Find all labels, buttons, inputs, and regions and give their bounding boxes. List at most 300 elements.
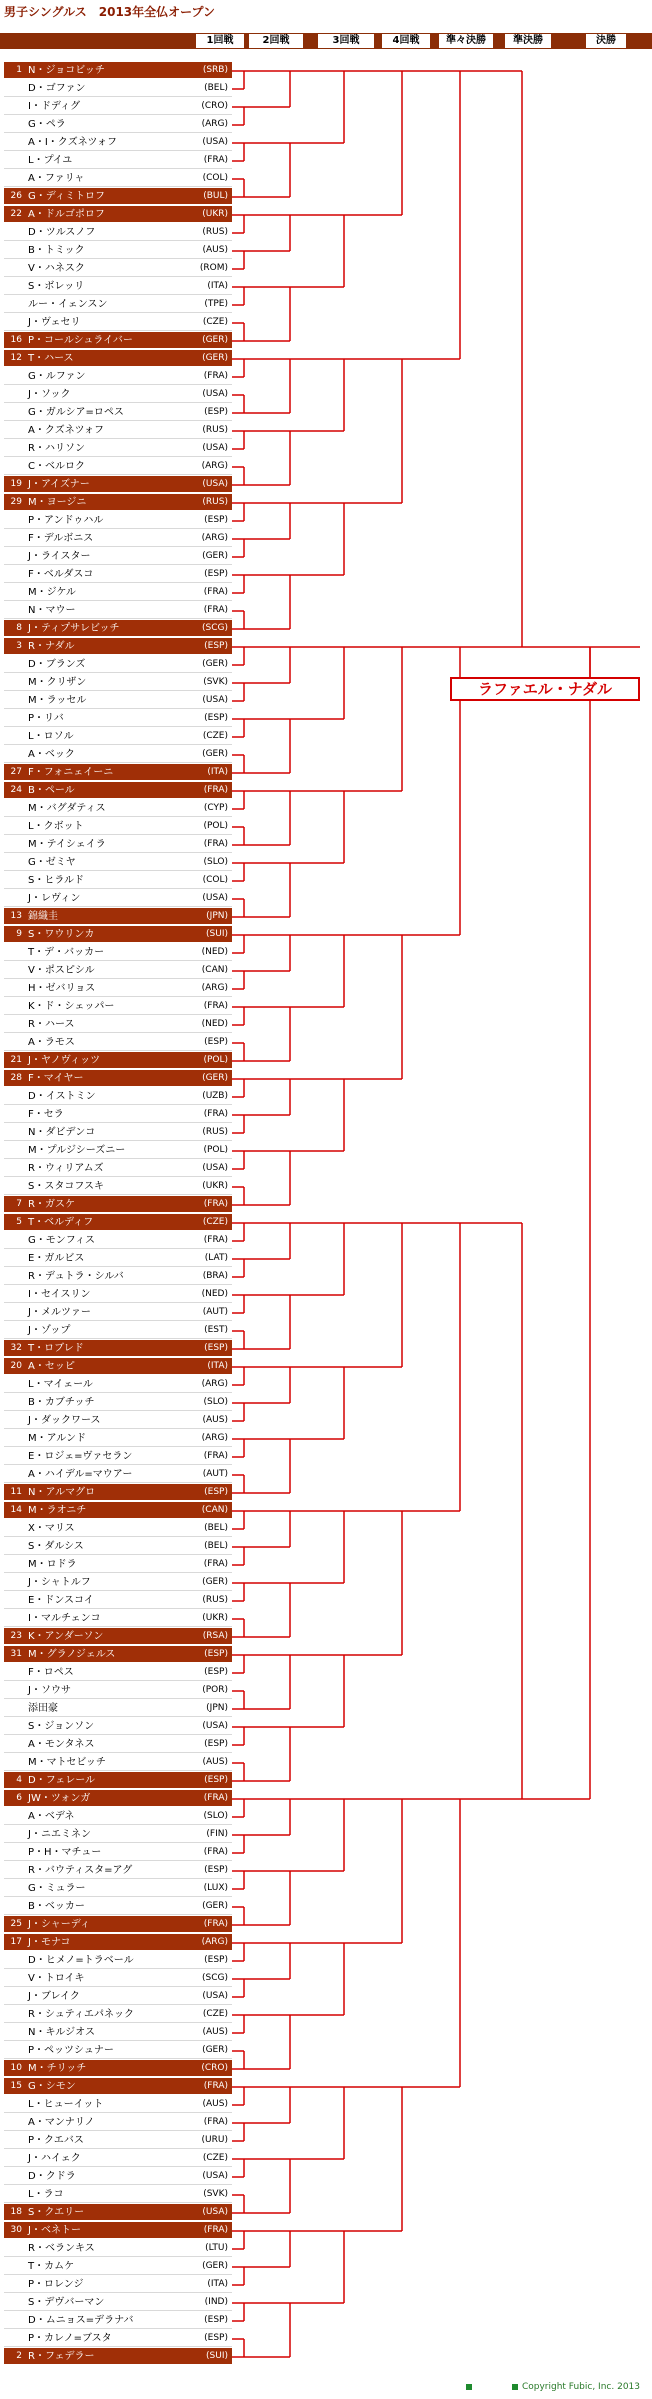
player-name: V・ハネスク <box>28 263 85 274</box>
player-row <box>4 1412 232 1429</box>
player-country: (CAN) <box>201 1505 228 1515</box>
player-row <box>4 1448 232 1465</box>
player-name: V・トロイキ <box>28 1973 85 1984</box>
player-row <box>4 440 232 457</box>
player-country: (CRO) <box>201 101 228 111</box>
player-name: K・アンダーソン <box>28 1631 104 1642</box>
player-name: P・H・マチュー <box>28 1847 102 1858</box>
player-country: (ESP) <box>204 2333 228 2343</box>
player-country: (USA) <box>202 695 228 705</box>
round-header-4: 4回戦 <box>382 34 430 48</box>
player-name: J・ゾップ <box>28 1325 71 1336</box>
player-row <box>4 1538 232 1555</box>
player-name: ルー・イェンスン <box>28 299 108 310</box>
player-row <box>4 1160 232 1177</box>
player-country: (FRA) <box>203 1559 228 1569</box>
player-row <box>4 170 232 187</box>
seed-number: 9 <box>16 929 22 939</box>
seed-number: 15 <box>10 2081 22 2091</box>
player-row <box>4 638 232 655</box>
player-country: (ESP) <box>204 1487 228 1497</box>
player-name: S・スタコフスキ <box>28 1181 104 1192</box>
round-header-1: 1回戦 <box>196 34 244 48</box>
player-row <box>4 224 232 241</box>
player-country: (GER) <box>202 551 228 561</box>
player-row <box>4 980 232 997</box>
player-country: (ESP) <box>204 1667 228 1677</box>
player-row <box>4 1214 232 1231</box>
green-square-icon <box>512 2384 518 2390</box>
player-name: D・ツルスノフ <box>28 227 96 238</box>
player-name: F・セラ <box>28 1109 64 1120</box>
player-row <box>4 1376 232 1393</box>
player-name: B・ペール <box>28 785 75 796</box>
player-country: (FRA) <box>203 371 228 381</box>
player-row <box>4 368 232 385</box>
green-square-icon <box>466 2384 472 2390</box>
seed-number: 24 <box>10 785 22 795</box>
player-name: A・ファリャ <box>28 173 85 184</box>
player-country: (FRA) <box>203 1235 228 1245</box>
player-row <box>4 1178 232 1195</box>
player-row <box>4 1862 232 1879</box>
player-country: (ESP) <box>204 407 228 417</box>
player-country: (POL) <box>203 1145 228 1155</box>
player-name: B・ベッカー <box>28 1901 85 1912</box>
player-country: (GER) <box>202 1073 228 1083</box>
player-name: T・カムケ <box>28 2261 75 2272</box>
seed-number: 23 <box>10 1631 22 1641</box>
player-row <box>4 656 232 673</box>
player-row <box>4 1970 232 1987</box>
player-name: T・デ・バッカー <box>28 947 105 958</box>
seed-number: 14 <box>10 1505 22 1515</box>
player-country: (RUS) <box>202 497 228 507</box>
player-name: V・ポスピシル <box>28 965 95 976</box>
player-country: (ARG) <box>201 1379 228 1389</box>
player-country: (AUT) <box>202 1469 228 1479</box>
player-country: (FRA) <box>203 785 228 795</box>
player-name: N・ダビデンコ <box>28 1127 96 1138</box>
player-row <box>4 674 232 691</box>
player-name: N・ジョコビッチ <box>28 65 105 76</box>
player-name: G・ディミトロフ <box>28 191 105 202</box>
player-name: S・ヒラルド <box>28 875 85 886</box>
player-country: (GER) <box>202 659 228 669</box>
player-name: M・ジケル <box>28 587 76 598</box>
player-row <box>4 962 232 979</box>
player-country: (USA) <box>202 479 228 489</box>
player-name: B・カブチッチ <box>28 1397 95 1408</box>
player-name: J・アイズナー <box>28 479 90 490</box>
player-country: (IND) <box>204 2297 228 2307</box>
player-name: A・ハイデル=マウアー <box>28 1469 133 1480</box>
player-row <box>4 818 232 835</box>
player-country: (ESP) <box>204 713 228 723</box>
player-country: (BEL) <box>204 1541 228 1551</box>
round-header-5: 準々決勝 <box>439 34 493 48</box>
player-name: D・クドラ <box>28 2171 76 2182</box>
player-country: (TPE) <box>204 299 228 309</box>
player-row <box>4 278 232 295</box>
champion-label: ラファエル・ナダル <box>450 677 640 701</box>
seed-number: 26 <box>10 191 22 201</box>
player-country: (GER) <box>202 335 228 345</box>
player-country: (ARG) <box>201 119 228 129</box>
player-name: S・ダルシス <box>28 1541 84 1552</box>
player-country: (AUS) <box>202 1415 228 1425</box>
player-row <box>4 512 232 529</box>
player-row <box>4 152 232 169</box>
player-name: G・モンフィス <box>28 1235 95 1246</box>
player-name: X・マリス <box>28 1523 75 1534</box>
player-row <box>4 1142 232 1159</box>
player-row <box>4 1898 232 1915</box>
player-name: T・ベルディフ <box>28 1217 94 1228</box>
player-row <box>4 728 232 745</box>
player-name: P・クエバス <box>28 2135 84 2146</box>
player-row <box>4 1358 232 1375</box>
player-row <box>4 2312 232 2329</box>
player-country: (ARG) <box>201 533 228 543</box>
player-name: C・ベルロク <box>28 461 85 472</box>
player-name: I・セイスリン <box>28 1289 91 1300</box>
player-country: (POL) <box>203 821 228 831</box>
player-name: A・クズネツォフ <box>28 425 105 436</box>
player-row <box>4 1394 232 1411</box>
player-country: (GER) <box>202 1577 228 1587</box>
player-country: (CZE) <box>202 2153 228 2163</box>
player-row <box>4 1988 232 2005</box>
player-country: (AUS) <box>202 2027 228 2037</box>
seed-number: 12 <box>10 353 22 363</box>
player-country: (SCG) <box>202 623 228 633</box>
player-country: (GER) <box>202 2261 228 2271</box>
round-header-6: 準決勝 <box>505 34 551 48</box>
seed-number: 11 <box>10 1487 22 1497</box>
player-name: J・ソウサ <box>28 1685 71 1696</box>
player-name: J・ベネトー <box>28 2225 81 2236</box>
player-name: M・チリッチ <box>28 2063 87 2074</box>
player-row <box>4 1682 232 1699</box>
player-country: (FRA) <box>203 2081 228 2091</box>
player-country: (GER) <box>202 1901 228 1911</box>
player-row <box>4 1268 232 1285</box>
player-country: (USA) <box>202 443 228 453</box>
player-row <box>4 998 232 1015</box>
seed-number: 32 <box>10 1343 22 1353</box>
player-name: G・ガルシア=ロペス <box>28 407 124 418</box>
player-row <box>4 548 232 565</box>
player-name: M・アルンド <box>28 1433 86 1444</box>
player-name: J・メルツァー <box>28 1307 91 1318</box>
player-country: (LAT) <box>204 1253 228 1263</box>
player-row <box>4 1124 232 1141</box>
player-country: (CAN) <box>201 965 228 975</box>
seed-number: 5 <box>16 1217 22 1227</box>
player-country: (UZB) <box>202 1091 228 1101</box>
player-country: (ESP) <box>204 1649 228 1659</box>
player-name: M・ロドラ <box>28 1559 77 1570</box>
player-row <box>4 1016 232 1033</box>
player-country: (ESP) <box>204 2315 228 2325</box>
player-country: (ESP) <box>204 569 228 579</box>
player-name: A・セッピ <box>28 1361 75 1372</box>
player-country: (CZE) <box>202 1217 228 1227</box>
player-row <box>4 62 232 79</box>
player-name: A・モンタネス <box>28 1739 95 1750</box>
player-country: (FRA) <box>203 1847 228 1857</box>
player-country: (FRA) <box>203 1001 228 1011</box>
player-country: (UKR) <box>202 1181 228 1191</box>
player-row <box>4 1232 232 1249</box>
player-country: (UKR) <box>202 209 228 219</box>
player-name: B・トミック <box>28 245 85 256</box>
player-row <box>4 2024 232 2041</box>
player-name: F・デルボニス <box>28 533 94 544</box>
player-name: M・グラノジェルス <box>28 1649 116 1660</box>
player-country: (USA) <box>202 893 228 903</box>
seed-number: 3 <box>16 641 22 651</box>
player-name: J・ソック <box>28 389 71 400</box>
player-name: I・ドディグ <box>28 101 81 112</box>
player-name: JW・ツォンガ <box>28 1793 91 1804</box>
player-country: (RUS) <box>202 227 228 237</box>
player-row <box>4 530 232 547</box>
player-name: T・ハース <box>28 353 74 364</box>
seed-number: 1 <box>16 65 22 75</box>
player-name: R・バウティスタ=アグ <box>28 1865 133 1876</box>
seed-number: 20 <box>10 1361 22 1371</box>
player-name: L・プイユ <box>28 155 73 166</box>
player-name: D・イストミン <box>28 1091 96 1102</box>
player-name: M・ヨージニ <box>28 497 87 508</box>
player-row <box>4 926 232 943</box>
player-country: (ESP) <box>204 515 228 525</box>
player-row <box>4 1322 232 1339</box>
player-country: (NED) <box>201 1289 228 1299</box>
player-country: (SVK) <box>203 677 228 687</box>
player-country: (FRA) <box>203 1109 228 1119</box>
player-country: (ARG) <box>201 983 228 993</box>
player-name: E・ガルビス <box>28 1253 85 1264</box>
player-name: J・ハイェク <box>28 2153 81 2164</box>
player-row <box>4 2168 232 2185</box>
player-row <box>4 584 232 601</box>
player-row <box>4 890 232 907</box>
player-row <box>4 1754 232 1771</box>
player-country: (SLO) <box>203 1397 228 1407</box>
player-row <box>4 2078 232 2095</box>
player-row <box>4 188 232 205</box>
page-title: 男子シングルス 2013年全仏オープン <box>4 5 216 19</box>
player-country: (FIN) <box>206 1829 228 1839</box>
seed-number: 18 <box>10 2207 22 2217</box>
player-country: (ITA) <box>207 1361 228 1371</box>
player-name: J・レヴィン <box>28 893 81 904</box>
player-name: A・ベデネ <box>28 1811 75 1822</box>
player-row <box>4 2276 232 2293</box>
player-name: J・ニエミネン <box>28 1829 91 1840</box>
player-name: R・デュトラ・シルバ <box>28 1271 124 1282</box>
player-country: (NED) <box>201 947 228 957</box>
player-country: (JPN) <box>206 911 228 921</box>
player-country: (JPN) <box>206 1703 228 1713</box>
copyright-text: Copyright Fubic, Inc. 2013 <box>521 2382 640 2392</box>
player-row <box>4 1718 232 1735</box>
player-row <box>4 1826 232 1843</box>
player-row <box>4 2060 232 2077</box>
player-row <box>4 458 232 475</box>
player-country: (RUS) <box>202 1595 228 1605</box>
player-country: (ITA) <box>207 281 228 291</box>
player-country: (ESP) <box>204 1343 228 1353</box>
player-country: (USA) <box>202 1163 228 1173</box>
player-row <box>4 1790 232 1807</box>
player-name: S・ジョンソン <box>28 1721 95 1732</box>
player-row <box>4 80 232 97</box>
player-row <box>4 386 232 403</box>
player-name: P・アンドゥハル <box>28 515 104 526</box>
player-country: (SUI) <box>206 2351 228 2361</box>
player-name: F・マイヤー <box>28 1073 84 1084</box>
player-country: (COL) <box>202 173 228 183</box>
player-name: P・リバ <box>28 713 64 724</box>
player-name: L・クボット <box>28 821 84 832</box>
player-country: (SLO) <box>203 1811 228 1821</box>
player-row <box>4 1196 232 1213</box>
player-country: (FRA) <box>203 1199 228 1209</box>
player-row <box>4 800 232 817</box>
player-row <box>4 1628 232 1645</box>
player-row <box>4 2096 232 2113</box>
seed-number: 10 <box>10 2063 22 2073</box>
player-row <box>4 1340 232 1357</box>
seed-number: 31 <box>10 1649 22 1659</box>
player-row <box>4 908 232 925</box>
player-row <box>4 1520 232 1537</box>
player-country: (UKR) <box>202 1613 228 1623</box>
player-country: (SUI) <box>206 929 228 939</box>
player-country: (ITA) <box>207 767 228 777</box>
player-country: (GER) <box>202 2045 228 2055</box>
player-name: J・シャーディ <box>28 1919 90 1930</box>
seed-number: 16 <box>10 335 22 345</box>
player-name: J・ヤノヴィッツ <box>28 1055 101 1066</box>
player-row <box>4 2348 232 2365</box>
player-row <box>4 2132 232 2149</box>
player-name: 錦織圭 <box>28 911 58 922</box>
player-country: (FRA) <box>203 1793 228 1803</box>
player-row <box>4 1304 232 1321</box>
player-country: (GER) <box>202 749 228 759</box>
player-row <box>4 1052 232 1069</box>
player-name: S・デヴバーマン <box>28 2297 105 2308</box>
player-name: M・プルジシーズニー <box>28 1145 126 1156</box>
player-country: (CYP) <box>203 803 228 813</box>
player-row <box>4 2258 232 2275</box>
player-row <box>4 494 232 511</box>
player-row <box>4 1484 232 1501</box>
player-row <box>4 1250 232 1267</box>
player-country: (AUS) <box>202 1757 228 1767</box>
player-country: (CZE) <box>202 2009 228 2019</box>
player-row <box>4 602 232 619</box>
player-row <box>4 1808 232 1825</box>
player-country: (AUS) <box>202 2099 228 2109</box>
player-name: J・ティプサレビッチ <box>28 623 120 634</box>
player-row <box>4 260 232 277</box>
player-row <box>4 872 232 889</box>
player-row <box>4 296 232 313</box>
player-country: (USA) <box>202 1721 228 1731</box>
seed-number: 6 <box>16 1793 22 1803</box>
player-row <box>4 2222 232 2239</box>
player-row <box>4 620 232 637</box>
player-country: (POR) <box>202 1685 228 1695</box>
player-country: (ESP) <box>204 1739 228 1749</box>
player-row <box>4 404 232 421</box>
seed-number: 17 <box>10 1937 22 1947</box>
player-name: L・マイェール <box>28 1379 93 1390</box>
player-name: R・フェデラー <box>28 2351 95 2362</box>
player-name: A・ドルゴポロフ <box>28 209 105 220</box>
player-country: (AUT) <box>202 1307 228 1317</box>
player-country: (ESP) <box>204 641 228 651</box>
player-row <box>4 2150 232 2167</box>
player-row <box>4 2042 232 2059</box>
player-name: D・ムニョス=デラナバ <box>28 2315 134 2326</box>
player-country: (USA) <box>202 2171 228 2181</box>
player-row <box>4 1772 232 1789</box>
player-name: L・ロソル <box>28 731 74 742</box>
player-row <box>4 332 232 349</box>
player-country: (ESP) <box>204 1865 228 1875</box>
player-country: (ARG) <box>201 461 228 471</box>
player-name: P・ロレンジ <box>28 2279 84 2290</box>
seed-number: 29 <box>10 497 22 507</box>
player-country: (AUS) <box>202 245 228 255</box>
player-row <box>4 1700 232 1717</box>
player-row <box>4 944 232 961</box>
player-name: D・ヒメノ=トラベール <box>28 1955 134 1966</box>
player-name: M・クリザン <box>28 677 87 688</box>
player-name: D・フェレール <box>28 1775 96 1786</box>
player-row <box>4 710 232 727</box>
player-row <box>4 1034 232 1051</box>
player-name: S・クエリー <box>28 2207 85 2218</box>
player-row <box>4 2006 232 2023</box>
player-country: (BRA) <box>202 1271 228 1281</box>
seed-number: 21 <box>10 1055 22 1065</box>
player-name: P・ペッツシュナー <box>28 2045 114 2056</box>
seed-number: 7 <box>16 1199 22 1209</box>
player-name: A・I・クズネツォフ <box>28 137 117 148</box>
player-name: M・テイシェイラ <box>28 839 106 850</box>
player-row <box>4 1646 232 1663</box>
player-row <box>4 1106 232 1123</box>
player-name: R・ウィリアムズ <box>28 1163 104 1174</box>
player-name: D・ゴファン <box>28 83 86 94</box>
player-name: J・ヴェセリ <box>28 317 81 328</box>
player-row <box>4 1088 232 1105</box>
player-name: N・アルマグロ <box>28 1487 96 1498</box>
player-row <box>4 1286 232 1303</box>
player-name: I・マルチェンコ <box>28 1613 101 1624</box>
player-row <box>4 2114 232 2131</box>
player-country: (FRA) <box>203 587 228 597</box>
player-country: (SLO) <box>203 857 228 867</box>
